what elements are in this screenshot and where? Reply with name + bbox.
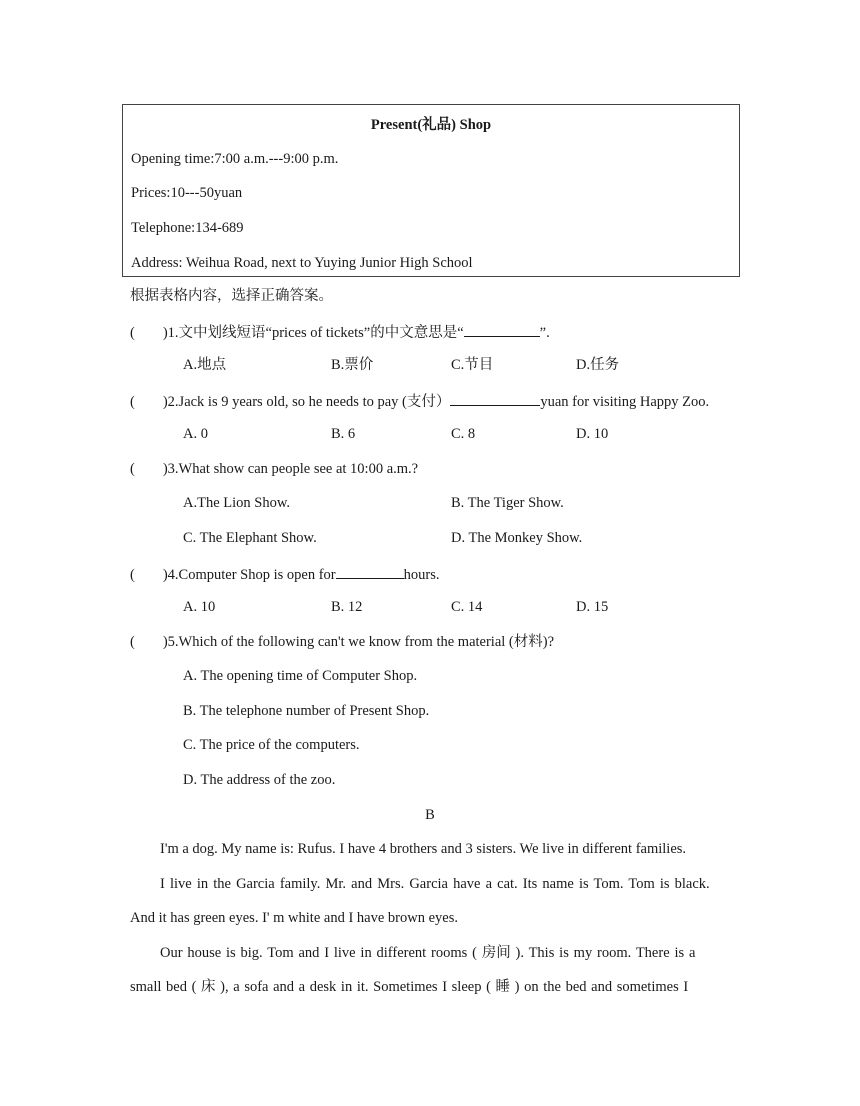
question-2 bbox=[130, 391, 709, 411]
passage-line: And it has green eyes. I' m white and I have brown eyes. bbox=[130, 910, 458, 926]
option-a: A.The Lion Show. bbox=[183, 495, 290, 511]
shop-address: Address: Weihua Road, next to Yuying Junior High School bbox=[131, 255, 473, 271]
passage-line: I'm a dog. My name is: Rufus. I have 4 brothers and 3 sisters. We live in different families. bbox=[160, 841, 687, 857]
answer-paren: ( bbox=[130, 567, 135, 583]
option-b: B. 12 bbox=[331, 599, 363, 615]
fill-blank[interactable] bbox=[464, 322, 540, 337]
shop-title: Present(礼品) Shop bbox=[370, 117, 492, 133]
option-c: C. 8 bbox=[451, 426, 476, 442]
shop-telephone: Telephone:134-689 bbox=[131, 220, 244, 236]
instruction: 根据表格内容，选择正确答案。 bbox=[130, 288, 333, 304]
option-d: D. The Monkey Show. bbox=[451, 530, 583, 546]
answer-paren: ( bbox=[130, 461, 135, 477]
answer-paren: ( bbox=[130, 394, 135, 410]
question-5 bbox=[130, 633, 554, 651]
option-a: A. 0 bbox=[183, 426, 208, 442]
passage-line: I live in the Garcia family. Mr. and Mrs. Garcia have a cat. Its name is Tom. Tom is black. bbox=[160, 876, 710, 892]
question-1 bbox=[130, 322, 550, 342]
question-stem-end: ”. bbox=[539, 325, 550, 341]
option-c: C.节目 bbox=[451, 357, 494, 373]
question-3 bbox=[130, 460, 418, 478]
fill-blank[interactable] bbox=[336, 564, 404, 579]
shop-info-box bbox=[122, 104, 740, 277]
option-d: D. The address of the zoo. bbox=[183, 772, 336, 788]
question-4 bbox=[130, 564, 439, 584]
option-d: D.任务 bbox=[576, 357, 620, 373]
option-b: B. 6 bbox=[331, 426, 356, 442]
question-stem: )2.Jack is 9 years old, so he needs to pay (支付） bbox=[162, 394, 451, 410]
option-b: B.票价 bbox=[331, 357, 374, 373]
option-b: B. The telephone number of Present Shop. bbox=[183, 703, 430, 719]
option-b: B. The Tiger Show. bbox=[451, 495, 564, 511]
option-c: C. The price of the computers. bbox=[183, 737, 360, 753]
question-stem-end: hours. bbox=[403, 567, 440, 583]
option-c: C. The Elephant Show. bbox=[183, 530, 317, 546]
question-stem-end: yuan for visiting Happy Zoo. bbox=[540, 394, 710, 410]
section-heading: B bbox=[425, 807, 435, 823]
fill-blank[interactable] bbox=[450, 391, 540, 406]
option-a: A. 10 bbox=[183, 599, 216, 615]
question-stem: )1.文中划线短语“prices of tickets”的中文意思是“ bbox=[162, 325, 464, 341]
shop-prices: Prices:10---50yuan bbox=[131, 185, 243, 201]
passage-line: small bed ( 床 ), a sofa and a desk in it. Sometimes I sleep ( 睡 ) on the bed and sometimes I bbox=[130, 979, 689, 995]
shop-opening-time: Opening time:7:00 a.m.---9:00 p.m. bbox=[131, 151, 339, 167]
question-stem: )4.Computer Shop is open for bbox=[162, 567, 336, 583]
answer-paren: ( bbox=[130, 634, 135, 650]
passage-line: Our house is big. Tom and I live in different rooms ( 房间 ). This is my room. There is a bbox=[160, 945, 696, 961]
option-d: D. 10 bbox=[576, 426, 609, 442]
option-a: A.地点 bbox=[183, 357, 227, 373]
option-a: A. The opening time of Computer Shop. bbox=[183, 668, 418, 684]
question-stem: )5.Which of the following can't we know from the material (材料)? bbox=[162, 634, 555, 650]
answer-paren: ( bbox=[130, 325, 135, 341]
option-c: C. 14 bbox=[451, 599, 483, 615]
question-stem: )3.What show can people see at 10:00 a.m.? bbox=[162, 461, 419, 477]
option-d: D. 15 bbox=[576, 599, 609, 615]
